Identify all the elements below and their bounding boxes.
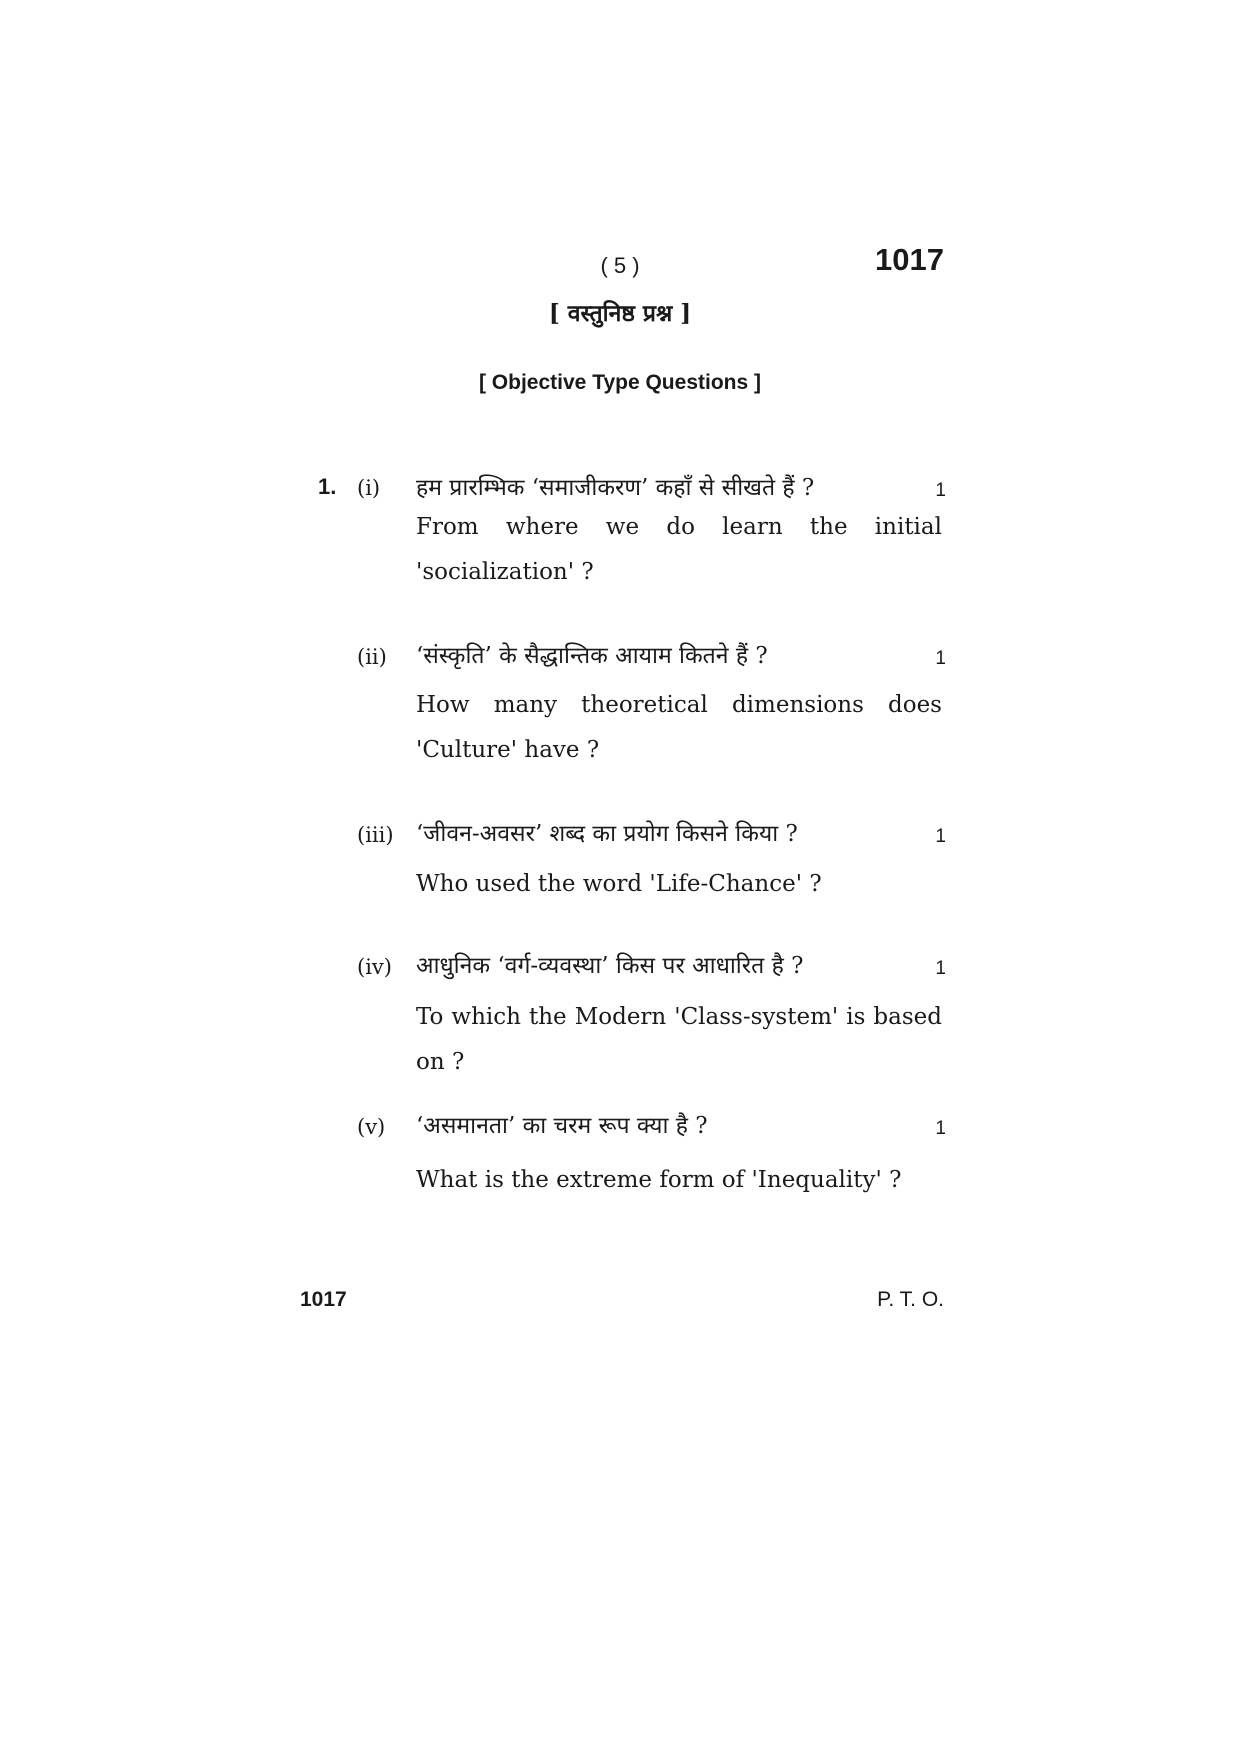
marks-label: 1 bbox=[935, 826, 946, 847]
question-hindi-text: ‘जीवन-अवसर’ शब्द का प्रयोग किसने किया ? bbox=[416, 821, 798, 847]
question-english-text: Who used the word 'Life-Chance' ? bbox=[416, 871, 822, 897]
question-hindi-text: आधुनिक ‘वर्ग-व्यवस्था’ किस पर आधारित है ? bbox=[416, 953, 804, 979]
paper-code-footer: 1017 bbox=[300, 1288, 347, 1311]
marks-label: 1 bbox=[935, 648, 946, 669]
subquestion-label: (ii) bbox=[357, 645, 387, 669]
subquestion-label: (v) bbox=[357, 1115, 386, 1139]
marks-label: 1 bbox=[935, 1118, 946, 1139]
pto-label: P. T. O. bbox=[877, 1288, 944, 1311]
subquestion-label: (iv) bbox=[357, 955, 392, 979]
question-english-text: From where we do learn the initial 'socialization' ? bbox=[416, 514, 942, 585]
section-title-hindi: [ वस्तुनिष्ठ प्रश्न ] bbox=[548, 300, 692, 327]
subquestion-label: (i) bbox=[357, 476, 381, 500]
marks-label: 1 bbox=[935, 480, 946, 501]
page-number: ( 5 ) bbox=[600, 253, 640, 278]
question-hindi-text: ‘असमानता’ का चरम रूप क्या है ? bbox=[416, 1113, 708, 1139]
subquestion-label: (iii) bbox=[357, 823, 394, 847]
question-hindi-text: ‘संस्कृति’ के सैद्धान्तिक आयाम कितने हैं ? bbox=[416, 643, 768, 669]
question-english-text: What is the extreme form of 'Inequality' ? bbox=[416, 1167, 902, 1193]
paper-code-header: 1017 bbox=[875, 242, 944, 277]
question-number: 1. bbox=[318, 474, 337, 499]
marks-label: 1 bbox=[935, 958, 946, 979]
question-english-text: To which the Modern 'Class-system' is based on ? bbox=[416, 1004, 942, 1075]
question-hindi-text: हम प्रारम्भिक ‘समाजीकरण’ कहाँ से सीखते हैं ? bbox=[416, 475, 815, 501]
question-english-text: How many theoretical dimensions does 'Culture' have ? bbox=[416, 692, 942, 763]
section-title-english: [ Objective Type Questions ] bbox=[478, 371, 761, 394]
